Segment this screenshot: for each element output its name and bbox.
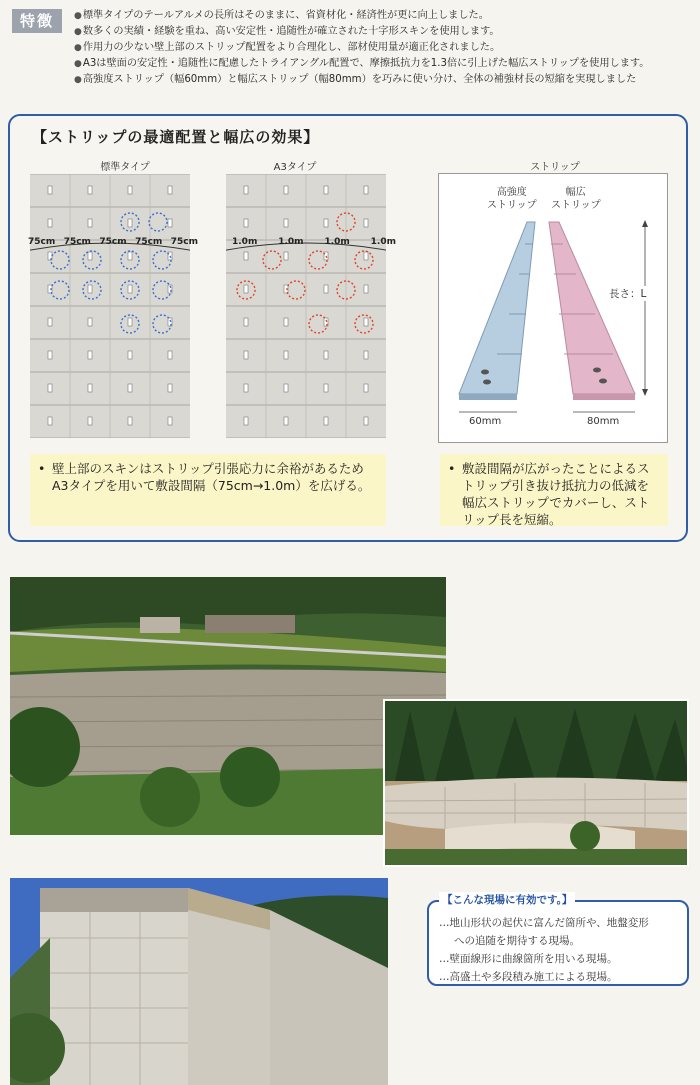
features-list xyxy=(74,8,694,88)
strip-position-marker xyxy=(149,213,167,231)
feature-item: ● A3は壁面の安定性・追随性に配慮したトライアングル配置で、摩擦抵抗力を1.3倍に引上げた幅広ストリップを使用します。 xyxy=(74,56,694,72)
a3-type-diagram xyxy=(226,174,386,438)
anchor-mark xyxy=(364,219,368,227)
anchor-mark xyxy=(284,351,288,359)
a3-spacing-row xyxy=(232,237,396,247)
anchor-mark xyxy=(364,384,368,392)
anchor-mark xyxy=(88,417,92,425)
anchor-mark xyxy=(168,417,172,425)
anchor-mark xyxy=(324,219,328,227)
site-item: …地山形状の起伏に富んだ箇所や、地盤変形 xyxy=(439,917,649,929)
anchor-mark xyxy=(128,219,132,227)
strip-position-marker xyxy=(287,281,305,299)
bolt-hole xyxy=(481,370,489,375)
high-strength-strip-edge xyxy=(459,394,517,400)
anchor-mark xyxy=(244,351,248,359)
anchor-mark xyxy=(48,219,52,227)
anchor-mark xyxy=(128,186,132,194)
anchor-mark xyxy=(244,384,248,392)
anchor-mark xyxy=(168,384,172,392)
anchor-mark xyxy=(88,219,92,227)
anchor-mark xyxy=(48,417,52,425)
strip-position-marker xyxy=(51,251,69,269)
anchor-mark xyxy=(284,318,288,326)
anchor-mark xyxy=(364,285,368,293)
anchor-mark xyxy=(324,351,328,359)
standard-spacing: 75cm xyxy=(99,237,127,247)
wide-strip-shape xyxy=(549,222,635,394)
strip-effect-panel xyxy=(8,114,688,542)
high-strength-strip-shape xyxy=(459,222,535,394)
a3-spacing: 1.0m xyxy=(324,237,350,247)
anchor-mark xyxy=(48,318,52,326)
high-strength-strip-label: 高強度 ストリップ xyxy=(487,187,537,211)
anchor-mark xyxy=(168,219,172,227)
panel-title: 【ストリップの最適配置と幅広の効果】 xyxy=(32,128,320,146)
standard-type-label: 標準タイプ xyxy=(100,162,150,173)
anchor-mark xyxy=(88,285,92,293)
anchor-mark xyxy=(284,252,288,260)
feature-item: ● 高強度ストリップ（幅60mm）と幅広ストリップ（幅80mm）を巧みに使い分け、全体の補強材長の短縮を実現しました xyxy=(74,72,694,88)
a3-spacing: 1.0m xyxy=(370,237,396,247)
strip-position-marker xyxy=(51,281,69,299)
a3-spacing: 1.0m xyxy=(278,237,304,247)
feature-item: ● 数多くの実績・経験を重ね、高い安定性・追随性が確立された十字形スキンを使用します。 xyxy=(74,24,694,40)
photo-high-wall xyxy=(10,878,388,1085)
standard-layout-svg xyxy=(30,174,190,438)
standard-spacing: 75cm xyxy=(63,237,91,247)
anchor-mark xyxy=(128,318,132,326)
strip-svg xyxy=(439,174,669,444)
anchor-mark xyxy=(168,351,172,359)
site-item: への追随を期待する現場。 xyxy=(454,935,580,947)
feature-item: ● 標準タイプのテールアルメの長所はそのままに、省資材化・経済性が更に向上しました。 xyxy=(74,8,694,24)
standard-spacing: 75cm xyxy=(135,237,163,247)
anchor-mark xyxy=(364,417,368,425)
sites-title: 【こんな現場に有効です。】 xyxy=(439,892,575,907)
wide-strip-edge xyxy=(573,394,635,400)
anchor-mark xyxy=(128,351,132,359)
anchor-mark xyxy=(244,252,248,260)
standard-spacing-row xyxy=(28,237,198,247)
anchor-mark xyxy=(284,417,288,425)
features-badge: 特徴 xyxy=(12,9,62,33)
width-60-label: 60mm xyxy=(469,416,502,427)
anchor-mark xyxy=(128,252,132,260)
anchor-mark xyxy=(364,351,368,359)
note-bullet: • xyxy=(448,461,456,476)
wide-strip-label: 幅広 ストリップ xyxy=(551,187,601,211)
anchor-mark xyxy=(88,351,92,359)
effective-sites-box xyxy=(427,894,689,986)
anchor-mark xyxy=(128,417,132,425)
photo-curved-wall-forest xyxy=(383,699,689,867)
anchor-mark xyxy=(88,186,92,194)
standard-type-diagram xyxy=(30,174,190,438)
note-wide-strip: • 敷設間隔が広がったことによるストリップ引き抜け抵抗力の低減を幅広ストリップでカバーし、ストリップ長を短縮。 xyxy=(440,454,668,526)
note-standard-a3: • 壁上部のスキンはストリップ引張応力に余裕があるため A3タイプを用いて敷設間隔（75cm→1.0m）を広げる。 xyxy=(30,454,386,526)
site-item: …壁面線形に曲線箇所を用いる現場。 xyxy=(439,953,618,965)
anchor-mark xyxy=(128,285,132,293)
anchor-mark xyxy=(284,186,288,194)
anchor-mark xyxy=(88,252,92,260)
anchor-mark xyxy=(168,186,172,194)
anchor-mark xyxy=(364,252,368,260)
bolt-hole xyxy=(483,380,491,385)
anchor-mark xyxy=(244,219,248,227)
anchor-mark xyxy=(364,318,368,326)
anchor-mark xyxy=(48,186,52,194)
strip-comparison-diagram xyxy=(438,173,668,443)
anchor-mark xyxy=(324,285,328,293)
standard-spacing: 75cm xyxy=(28,237,56,247)
feature-item: ● 作用力の少ない壁上部のストリップ配置をより合理化し、部材使用量が適正化されました。 xyxy=(74,40,694,56)
width-80-label: 80mm xyxy=(587,416,620,427)
note-bullet: • xyxy=(38,461,46,476)
length-label: 長さ：L xyxy=(609,288,647,300)
site-item: …高盛土や多段積み施工による現場。 xyxy=(439,971,618,983)
anchor-mark xyxy=(284,384,288,392)
a3-spacing: 1.0m xyxy=(232,237,258,247)
anchor-mark xyxy=(48,384,52,392)
a3-type-label: A3タイプ xyxy=(273,162,317,173)
photo-curved-wall-roadside xyxy=(10,577,446,835)
anchor-mark xyxy=(128,384,132,392)
anchor-mark xyxy=(244,417,248,425)
anchor-mark xyxy=(88,384,92,392)
anchor-mark xyxy=(364,186,368,194)
anchor-mark xyxy=(48,351,52,359)
a3-layout-svg xyxy=(226,174,386,438)
bolt-hole xyxy=(599,379,607,384)
standard-spacing: 75cm xyxy=(170,237,198,247)
anchor-mark xyxy=(324,384,328,392)
anchor-mark xyxy=(244,186,248,194)
anchor-mark xyxy=(324,186,328,194)
anchor-mark xyxy=(284,219,288,227)
strip-diagram-label: ストリップ xyxy=(530,162,580,173)
bolt-hole xyxy=(593,368,601,373)
anchor-mark xyxy=(244,285,248,293)
sites-list xyxy=(439,914,649,986)
anchor-mark xyxy=(88,318,92,326)
anchor-mark xyxy=(244,318,248,326)
anchor-mark xyxy=(324,417,328,425)
